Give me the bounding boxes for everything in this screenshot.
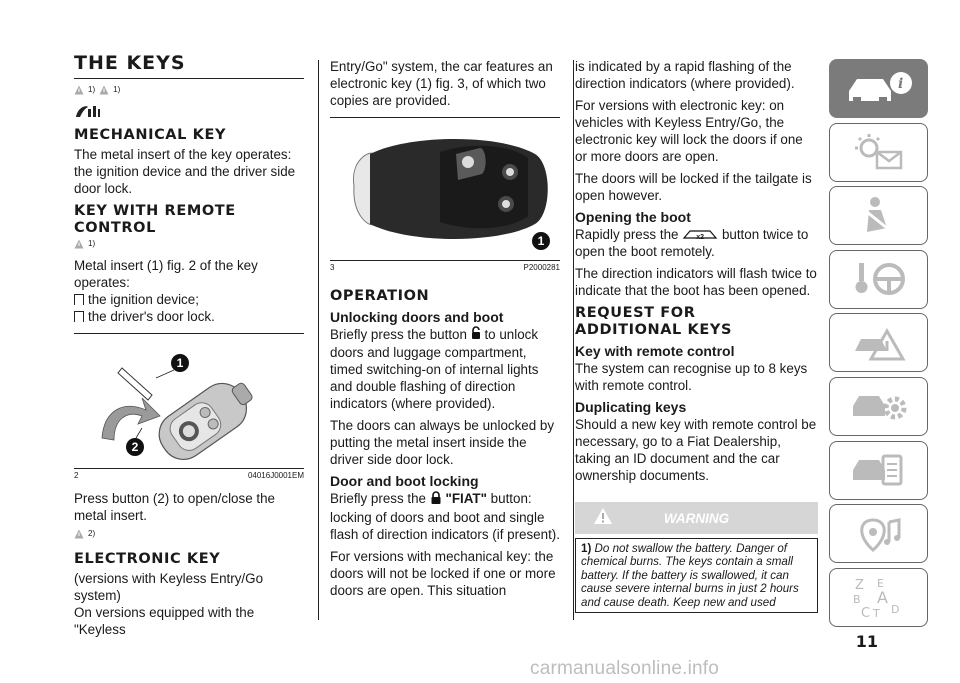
svg-text:E: E: [876, 577, 884, 591]
safety-airbag-icon: [847, 194, 911, 238]
tab-multimedia[interactable]: [829, 504, 928, 563]
remote-key-illustration: [74, 340, 304, 468]
request-keys-heading: REQUEST FOR ADDITIONAL KEYS: [575, 305, 733, 338]
figure-top-rule: [330, 117, 560, 118]
svg-text:A: A: [876, 588, 888, 608]
key-remote-text: The system can recognise up to 8 keys with remote control.: [575, 361, 808, 393]
svg-text:C: C: [860, 606, 870, 622]
locking-continued: is indicated by a rapid flashing of the direction indicators (where provided).: [575, 59, 795, 91]
locking-heading: Door and boot locking: [330, 473, 479, 490]
tab-starting-driving[interactable]: [829, 250, 928, 309]
figure-2-caption: [74, 468, 304, 480]
svg-text:T: T: [872, 607, 880, 621]
warning-triangle-icon: [74, 85, 84, 97]
figure-number: 3: [330, 263, 335, 272]
electronic-key-text: (versions with Keyless Entry/Go system): [74, 571, 264, 603]
unlocking-heading: Unlocking doors and boot: [330, 309, 504, 325]
warning-header: [575, 502, 818, 534]
column-3: [575, 58, 818, 613]
callout-1: 1: [171, 354, 189, 372]
boot-button-icon: x2: [682, 228, 718, 242]
warning-box: [575, 502, 818, 613]
page-number: 11: [855, 632, 878, 651]
unlocking-text-2: The doors can always be unlocked by putting the metal insert inside the driver side door lock.: [330, 418, 555, 468]
caution-ref: 2): [88, 529, 96, 538]
svg-text:B: B: [852, 593, 861, 607]
watermark: carmanualsonline.info: [530, 658, 720, 679]
electronic-key-continued: Entry/Go" system, the car features an electronic key (1) fig. 3, of which two copies are provided.: [330, 59, 553, 108]
caution-triangle-icon: [74, 529, 84, 541]
tailgate-text: The doors will be locked if the tailgate is open however.: [575, 171, 812, 203]
figure-2: [74, 340, 304, 468]
svg-text:D: D: [890, 603, 899, 617]
figure-code: 04016J0001EM: [247, 471, 304, 480]
boot-text-2: The direction indicators will flash twice to indicate that the boot has been opened.: [575, 266, 817, 298]
title-rule: [74, 78, 304, 79]
caution-ref: 1): [113, 85, 121, 94]
caution-triangle-icon: [99, 85, 109, 97]
warning-body: 1) Do not swallow the battery. Danger of chemical burns. The keys contain a small battery. If the battery is swallowed, it can cause severe internal burns in just 2 hours and cause death. Keep new and used: [575, 538, 818, 613]
section-title: THE KEYS: [74, 52, 186, 74]
boot-text: Rapidly press the x2 button twice to open the boot remotely.: [575, 227, 809, 259]
unlocking-text: Briefly press the button to unlock doors and luggage compartment, timed switching-on of internal lights and double flashing of direction indicators (where provided).: [330, 327, 539, 412]
remote-key-heading: KEY WITH REMOTE CONTROL: [74, 203, 236, 236]
tab-index[interactable]: [829, 568, 928, 627]
tab-maintenance[interactable]: [829, 377, 928, 436]
warning-refs: [74, 85, 304, 101]
warning-title: WARNING: [663, 510, 730, 526]
key-remote-heading: Key with remote control: [575, 343, 735, 359]
warning-ref: 1): [88, 239, 96, 248]
technical-data-icon: [847, 448, 911, 492]
duplicating-heading: Duplicating keys: [575, 399, 687, 415]
column-separator: [318, 60, 319, 620]
electronic-key-heading: ELECTRONIC KEY: [74, 551, 221, 567]
figure-3-caption: [330, 260, 560, 272]
callout-1: 1: [532, 232, 550, 250]
keyless-text: For versions with electronic key: on vehicles with Keyless Entry/Go, the electronic key will lock the doors if one or more doors are open.: [575, 98, 803, 164]
figure-number: 2: [74, 471, 79, 480]
mechanical-key-heading: MECHANICAL KEY: [74, 127, 227, 143]
mechanical-key-text: The metal insert of the key operates: the ignition device and the driver side door lock.: [74, 147, 296, 196]
tab-emergency[interactable]: [829, 313, 928, 372]
warning-triangle-icon: [74, 239, 84, 251]
svg-text:i: i: [897, 75, 903, 92]
unlock-padlock-icon: [471, 326, 481, 344]
svg-text:Z: Z: [854, 578, 864, 594]
car-info-icon: [843, 67, 915, 111]
boot-heading: Opening the boot: [575, 209, 691, 225]
environment-icon: [74, 103, 304, 121]
warning-refs-2: [74, 239, 304, 255]
tab-car-info[interactable]: [829, 59, 928, 118]
tab-safety[interactable]: [829, 186, 928, 245]
bullet-icon: [74, 294, 84, 305]
press-button-text: Press button (2) to open/close the metal insert.: [74, 491, 275, 523]
electronic-key-illustration: [330, 124, 560, 260]
emergency-icon: [847, 321, 911, 365]
operation-heading: OPERATION: [330, 288, 430, 304]
column-1: [74, 52, 304, 643]
column-2: [330, 58, 560, 604]
tab-dashboard-lights[interactable]: [829, 123, 928, 182]
electronic-key-text-2: On versions equipped with the "Keyless: [74, 605, 255, 637]
callout-2: 2: [126, 438, 144, 456]
figure-3: [330, 124, 560, 260]
column-separator: [573, 60, 574, 620]
warning-refs-3: [74, 529, 304, 545]
lock-padlock-icon: [430, 491, 442, 509]
figure-code: P2000281: [523, 263, 560, 272]
warning-ref: 1): [88, 85, 96, 94]
list-item: the driver's door lock.: [74, 308, 304, 325]
list-item: the ignition device;: [74, 291, 304, 308]
maintenance-icon: [847, 384, 911, 428]
figure-top-rule: [74, 333, 304, 334]
starting-driving-icon: [847, 257, 911, 301]
multimedia-icon: [847, 512, 911, 556]
duplicating-text: Should a new key with remote control be necessary, go to a Fiat Dealership, taking an ID document and the car ownership documents.: [575, 417, 817, 483]
remote-key-text: Metal insert (1) fig. 2 of the key operates:: [74, 258, 258, 290]
bullet-icon: [74, 311, 84, 322]
dashboard-lights-icon: [847, 130, 911, 174]
tab-technical-data[interactable]: [829, 441, 928, 500]
locking-text-2: For versions with mechanical key: the doors will not be locked if one or more doors are open. This situation: [330, 548, 556, 598]
locking-text: Briefly press the "FIAT" button: locking of doors and boot and single flash of direction indicators (if present).: [330, 491, 560, 542]
index-icon: [847, 573, 911, 621]
chapter-sidebar: [829, 59, 928, 631]
